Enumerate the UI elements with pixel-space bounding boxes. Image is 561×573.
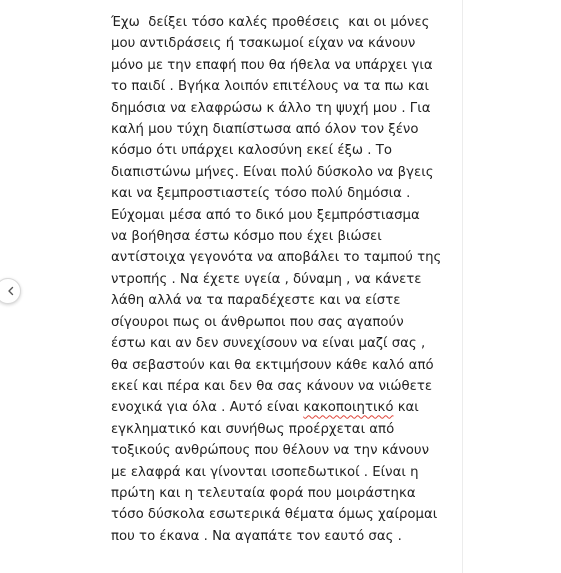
text-line: έστω και αν δεν συνεχίσουν να είναι μαζί σας , [111,336,426,352]
text-line: τοξικούς ανθρώπους που θέλουν να την κάνουν [111,443,430,459]
text-line: θα σεβαστούν και θα εκτιμήσουν κάθε καλό από [111,357,434,373]
previous-button[interactable] [0,278,21,304]
text-line: δημόσια να ελαφρώσω κ άλλο τη ψυχή μου . Για [111,100,431,116]
text-line: μου αντιδράσεις ή τσακωμοί είχαν να κάνουν [111,36,416,52]
text-line: μόνο με την επαφή που θα ήθελα να υπάρχει για [111,57,433,73]
text-line: τόσο δύσκολα εσωτερικά θέματα όμως χαίρομαι [111,507,438,523]
post-text [111,12,456,547]
text-line: καλή μου τύχη διαπίστωσα από όλον τον ξένο [111,122,419,138]
text-line: αντίστοιχα γεγονότα να αποβάλει το ταμπού της [111,250,442,266]
text-line: ντροπής . Να έχετε υγεία , δύναμη , να κάνετε [111,271,422,287]
text-line: Εύχομαι μέσα από το δικό μου ξεμπρόστιασμα [111,207,420,223]
text-line: το παιδί . Βγήκα λοιπόν επιτέλους να τα πω και [111,79,429,95]
text-line: που το έκανα . Να αγαπάτε τον εαυτό σας . [111,528,402,544]
text-line: με ελαφρά και γίνονται ισοπεδωτικοί . Είναι η [111,464,419,480]
text-line: σίγουροι πως οι άνθρωποι που σας αγαπούν [111,314,404,330]
text-line: και να ξεμπροστιαστείς τόσο πολύ δημόσια . [111,186,411,202]
chevron-left-icon [6,286,16,296]
text-line-with-flag [111,397,456,418]
text-line: εγκληματικό και συνήθως προέρχεται από [111,421,395,437]
text-line: εκεί και πέρα και δεν θα σας κάνουν να νιώθετε [111,378,433,394]
text-line: να βοήθησα έστω κόσμο που έχει βιώσει [111,229,382,245]
text-line: λάθη αλλά να τα παραδέχεστε και να είστε [111,293,401,309]
panel-divider [462,0,463,573]
spellcheck-flagged-word[interactable]: κακοποιητικό [303,400,394,416]
text-line: διαπιστώνω μήνες. Είναι πολύ δύσκολο να βγεις [111,164,434,180]
text-line: κόσμο ότι υπάρχει καλοσύνη εκεί έξω . Το [111,143,393,159]
text-segment: ενοχικά για όλα . Αυτό είναι [111,400,304,416]
text-line: Έχω δείξει τόσο καλές προθέσεις και οι μόνες [111,15,430,30]
text-segment: και [393,400,419,416]
text-line: πρώτη και η τελευταία φορά που μοιράστηκα [111,485,416,501]
